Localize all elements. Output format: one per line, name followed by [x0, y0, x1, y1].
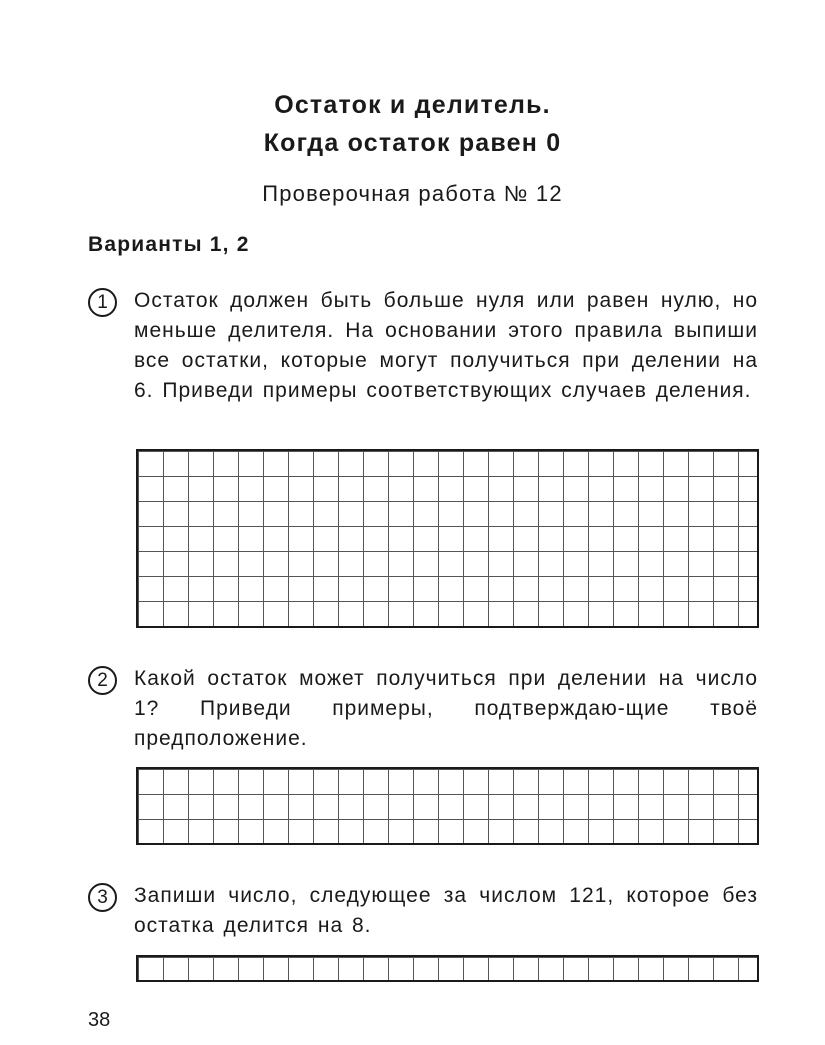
task-3 — [88, 881, 758, 941]
title-line-2: Когда остаток равен 0 — [263, 129, 562, 157]
task-1 — [88, 286, 758, 406]
task-1-text: Остаток должен быть больше нуля или равен нулю, но меньше делителя. На основании этого правила выпиши все остатки, которые могут получиться при делении на 6. Приведи примеры соответствующих случаев деления. — [134, 289, 758, 402]
task-3-text: Запиши число, следующее за числом 121, которое без остатка делится на 8. — [134, 884, 758, 937]
page-title — [0, 86, 825, 162]
answer-grid-3[interactable] — [136, 955, 759, 982]
task-2-text: Какой остаток может получиться при делении на число 1? Приведи примеры, подтверждаю-щие твоё предположение. — [134, 667, 758, 750]
answer-grid-2[interactable] — [136, 767, 759, 845]
task-1-number-badge: 1 — [88, 288, 117, 317]
answer-grid-1[interactable] — [136, 449, 759, 628]
test-subtitle: Проверочная работа № 12 — [262, 181, 563, 206]
task-2-number-badge: 2 — [88, 666, 117, 695]
task-2 — [88, 664, 758, 754]
title-line-1: Остаток и делитель. — [274, 91, 551, 119]
variants-heading: Варианты 1, 2 — [88, 233, 250, 256]
page-number: 38 — [88, 1009, 111, 1031]
task-3-number-badge: 3 — [88, 883, 117, 912]
